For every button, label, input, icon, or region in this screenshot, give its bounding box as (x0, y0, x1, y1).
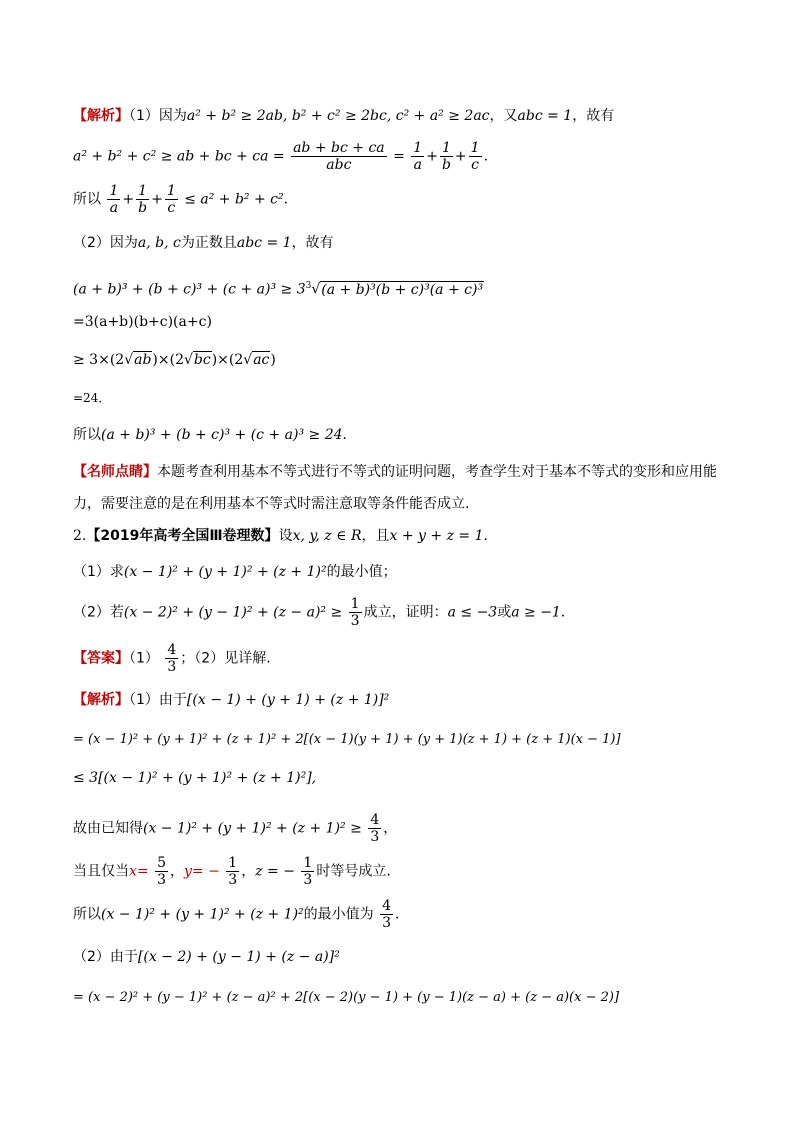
sqrt-icon: √ (243, 352, 253, 368)
problem-2-title (73, 526, 497, 546)
numerator: 1 (109, 183, 119, 199)
math: (x − 2)² + (y − 1)² + (z − a)² ≥ (123, 604, 343, 621)
solution-2-intro (73, 690, 389, 710)
part2-solution-intro (73, 947, 340, 967)
result-line (73, 388, 110, 408)
root-index: 3 (305, 281, 312, 291)
text: （1）因为 (129, 108, 187, 124)
text: + (454, 148, 467, 165)
numerator: 5 (157, 855, 167, 871)
radicand: (a + b)³(b + c)³(a + c)³ (321, 281, 484, 298)
text: 当且仅当 (73, 863, 129, 880)
teacher-note-line2 (73, 494, 479, 514)
denominator: 3 (382, 915, 392, 931)
numerator: 4 (382, 898, 392, 914)
math: a² + b² ≥ 2ab, b² + c² ≥ 2bc, c² + a² ≥ 2ac (186, 108, 490, 124)
math: z = − (255, 863, 295, 880)
math: ≥ 3×(2 (73, 352, 125, 368)
teacher-note-line1 (73, 462, 717, 482)
numerator: 4 (370, 812, 380, 828)
text: （1） (129, 650, 159, 667)
numerator: 1 (228, 855, 238, 871)
denominator: b (441, 157, 451, 173)
numerator: 1 (166, 183, 176, 199)
fraction (165, 642, 178, 675)
sqrt-icon: √ (124, 352, 134, 368)
teacher-label: 【名师点睛】 (73, 464, 157, 480)
denominator: a (109, 200, 119, 216)
text: 所以 (73, 906, 101, 923)
math: (a + b)³ + (b + c)³ + (c + a)³ ≥ 3 (73, 281, 306, 298)
math: )×(2 (211, 352, 244, 368)
text: （2）由于 (73, 949, 138, 965)
text: . (283, 191, 289, 208)
geq-line (73, 350, 276, 370)
text: （2）因为 (73, 235, 138, 251)
sqrt-icon: √ (183, 352, 193, 368)
inequality-line (73, 140, 488, 173)
analysis-label: 【解析】 (73, 108, 129, 124)
numerator: 1 (136, 183, 149, 200)
sqrt-icon: √ (311, 281, 321, 298)
text: + (151, 191, 163, 208)
fraction (165, 183, 178, 216)
text: 或 (497, 604, 512, 621)
text: ，故有 (572, 108, 615, 124)
text: 的最小值； (326, 564, 397, 580)
text: （1）由于 (129, 692, 187, 708)
denominator: 3 (370, 829, 380, 845)
source-label: 【2019年高考全国Ⅲ卷理数】 (86, 528, 279, 544)
fraction (107, 183, 120, 216)
radicand: bc (193, 352, 211, 368)
numerator: 1 (470, 140, 480, 156)
math: x= (129, 863, 149, 880)
math: ≤ 3[(x − 1)² + (y + 1)² + (z + 1)²], (73, 770, 317, 786)
denominator: 3 (228, 872, 238, 888)
math: =3(a+b)(b+c)(a+c) (73, 314, 212, 330)
denominator: c (471, 157, 480, 173)
equals-line (73, 312, 212, 332)
math: ) (270, 352, 276, 368)
fraction (411, 140, 424, 173)
denominator: c (167, 200, 176, 216)
text: 所以 (73, 191, 101, 208)
math: (a + b)³ + (b + c)³ + (c + a)³ ≥ 24 (101, 427, 343, 443)
math: [(x − 2) + (y − 1) + (z − a)]² (137, 949, 340, 965)
math: abc = 1 (236, 235, 292, 251)
text: 2. (73, 528, 87, 544)
numerator: 1 (413, 140, 423, 156)
radicand: ab (134, 352, 152, 368)
fraction (136, 183, 149, 216)
text: ． (560, 604, 575, 621)
text: 所以 (73, 427, 101, 443)
math: = (x − 2)² + (y − 1)² + (z − a)² + 2[(x − 2)(y − 1) + (y − 1)(z − a) + (z − a)(x − 2)] (73, 990, 620, 1005)
denominator: 3 (157, 872, 167, 888)
numerator: 1 (350, 596, 360, 612)
denominator: 3 (350, 613, 360, 629)
text: = (393, 148, 405, 165)
text: 力，需要注意的是在利用基本不等式时需注意取等条件能否成立． (73, 496, 479, 512)
text: ． (342, 427, 357, 443)
denominator: 3 (167, 659, 177, 675)
math: )×(2 (152, 352, 184, 368)
amgm-line (73, 276, 484, 300)
text: 的最小值为 (303, 906, 374, 923)
fraction (291, 140, 387, 173)
denominator: abc (326, 157, 352, 173)
text: + (122, 191, 135, 208)
text: ，且 (361, 528, 390, 544)
minimum-line (73, 898, 409, 931)
fraction (349, 596, 362, 629)
radicand: ac (253, 352, 270, 368)
answer-label: 【答案】 (73, 650, 129, 667)
math: x + y + z = 1 (389, 528, 484, 544)
fraction (155, 855, 168, 888)
problem-2-part2 (73, 596, 575, 629)
numerator: 1 (440, 140, 453, 157)
text: 时等号成立． (316, 863, 401, 880)
math: y= − (184, 863, 220, 880)
math: abc = 1 (517, 108, 573, 124)
conclusion-line (73, 183, 288, 216)
math: a, b, c (137, 235, 181, 251)
fraction (380, 898, 393, 931)
expansion-line (73, 730, 621, 750)
math: (x − 1)² + (y + 1)² + (z + 1)² (123, 564, 327, 580)
fraction (368, 812, 381, 845)
text: 本题考查利用基本不等式进行不等式的证明问题，考查学生对于基本不等式的变形和应用能 (157, 464, 717, 480)
fraction (469, 140, 482, 173)
equality-condition-line (73, 855, 400, 888)
math: a ≤ −3 (447, 604, 498, 621)
math: [(x − 1) + (y + 1) + (z + 1)]² (186, 692, 390, 708)
denominator: b (138, 200, 148, 216)
denominator: a (413, 157, 422, 173)
math: ≤ a² + b² + c² (184, 191, 284, 208)
solution-1-intro (73, 106, 614, 126)
math: =24． (73, 391, 111, 405)
text: ，故有 (291, 235, 334, 251)
fraction (226, 855, 239, 888)
numerator: 4 (167, 642, 177, 658)
text: ， (383, 820, 398, 837)
numerator: ab + bc + ca (293, 140, 385, 156)
fraction (440, 140, 453, 173)
text: （2）若 (73, 604, 124, 621)
problem-2-part1 (73, 562, 397, 582)
text: 故由已知得 (73, 820, 143, 837)
expansion-line-2 (73, 988, 619, 1008)
answer-line (73, 642, 280, 675)
text: ，又 (489, 108, 518, 124)
denominator: 3 (303, 872, 313, 888)
math: x, y, z ∈ R (292, 528, 362, 544)
text: 设 (278, 528, 293, 544)
text: ． (395, 906, 410, 923)
text: （1）求 (73, 564, 124, 580)
part2-conclusion (73, 425, 357, 445)
math: = (x − 1)² + (y + 1)² + (z + 1)² + 2[(x − 1)(y + 1) + (y + 1)(z + 1) + (z + 1)(x − 1)] (73, 732, 621, 747)
text: ． (483, 528, 498, 544)
analysis-label: 【解析】 (73, 692, 129, 708)
text: 为正数且 (180, 235, 237, 251)
text: + (426, 148, 438, 165)
text: . (483, 148, 489, 165)
math: (x − 1)² + (y + 1)² + (z + 1)² ≥ (143, 820, 362, 837)
text: ；（2）见详解． (180, 650, 281, 667)
text: 成立，证明： (363, 604, 448, 621)
math: a² + b² + c² ≥ ab + bc + ca = (73, 148, 285, 165)
cauchy-line (73, 768, 316, 788)
math: (x − 1)² + (y + 1)² + (z + 1)² (101, 906, 304, 923)
numerator: 1 (303, 855, 313, 871)
math: a ≥ −1 (511, 604, 561, 621)
text: ， (170, 863, 185, 880)
part2-intro (73, 233, 334, 253)
known-line (73, 812, 397, 845)
fraction (301, 855, 314, 888)
text: ， (241, 863, 256, 880)
